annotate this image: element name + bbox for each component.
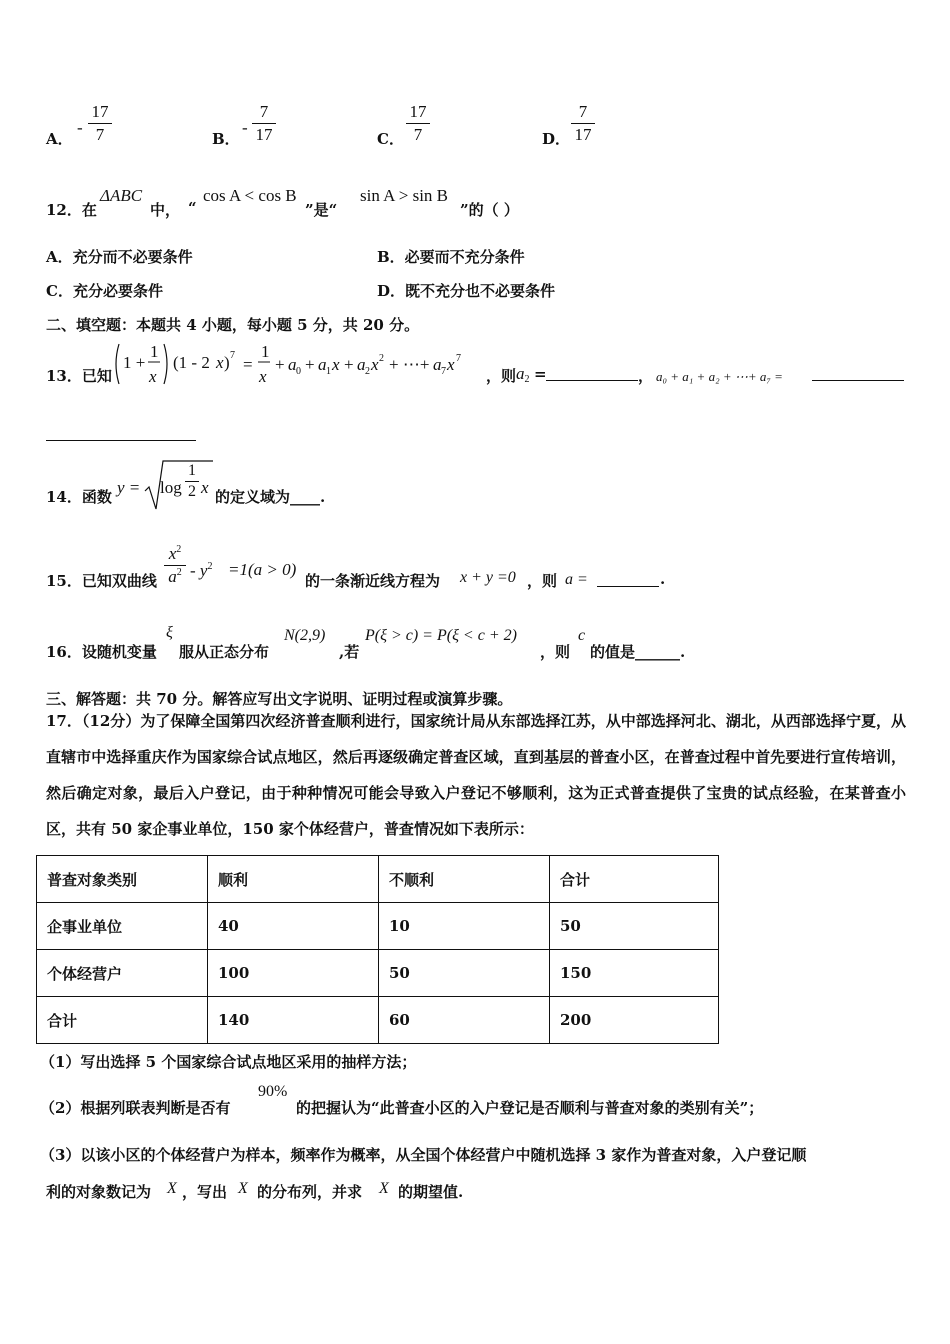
svg-text:+: + [305, 355, 315, 374]
q13-expression [113, 340, 498, 388]
table-cell: 个体经营户 [37, 950, 208, 997]
table-cell: 140 [208, 997, 379, 1044]
svg-text:1: 1 [326, 366, 331, 377]
q17-part-3-x3: X [379, 1180, 389, 1197]
svg-text:2: 2 [379, 353, 384, 364]
option-b-sign: - [242, 118, 248, 137]
q12-number: 12．在 [46, 201, 97, 219]
svg-text:1: 1 [150, 342, 159, 361]
table-header-cell: 普查对象类别 [37, 856, 208, 903]
q17-part-1: （1）写出选择 5 个国家综合试点地区采用的抽样方法； [40, 1053, 417, 1071]
table-cell: 150 [550, 950, 719, 997]
q17-part-3-d: 的期望值. [398, 1183, 464, 1201]
q13-blank-2-continued[interactable] [46, 428, 196, 441]
option-a-letter: A． [46, 130, 73, 148]
q13-then: ，则 [486, 367, 517, 385]
option-d-fraction: 7 17 [571, 102, 595, 145]
q15-fraction: $x^2$ $a^2$ [164, 544, 186, 587]
q16-c: c [578, 627, 586, 644]
q16-prob: P(ξ > c) = P(ξ < c + 2) [365, 627, 517, 644]
table-cell: 100 [208, 950, 379, 997]
svg-text:a: a [288, 355, 297, 374]
q16-xi: ξ [166, 624, 173, 641]
q12-tail: ”的（ ） [460, 201, 519, 219]
svg-text:7: 7 [441, 366, 446, 377]
q13-formula-graphic [113, 340, 498, 388]
q16-then: ，则 [540, 643, 571, 661]
q12-option-a: A．充分而不必要条件 [46, 248, 193, 266]
table-cell: 50 [379, 950, 550, 997]
table-row [37, 950, 719, 997]
q13-prefix: 13．已知 [46, 367, 112, 385]
q17-part-3-c: 的分布列，并求 [257, 1183, 363, 1201]
q15-asymptote: x + y =0 [460, 569, 516, 586]
option-d-letter: D． [542, 130, 571, 148]
table-row [37, 903, 719, 950]
q13-eq: = [534, 365, 547, 383]
q12-zhong: 中， [150, 201, 181, 219]
table-cell: 企事业单位 [37, 903, 208, 950]
q12-option-c: C．充分必要条件 [46, 282, 163, 300]
svg-text:0: 0 [296, 366, 301, 377]
q12-triangle: ΔABC [100, 186, 143, 205]
q15-then: ，则 [527, 572, 558, 590]
svg-text:1 +: 1 + [123, 353, 146, 372]
q16-ruo: ,若 [339, 643, 360, 661]
table-header-cell: 顺利 [208, 856, 379, 903]
option-b-letter: B． [212, 130, 240, 148]
svg-text:): ) [224, 353, 230, 372]
option-a-sign: - [77, 118, 83, 137]
q17-part-3-a: 利的对象数记为 [46, 1183, 152, 1201]
option-a-fraction: 17 7 [88, 102, 112, 145]
q17-part-3-x1: X [167, 1180, 177, 1197]
svg-text:a: a [433, 355, 442, 374]
q15-blank[interactable] [597, 572, 659, 587]
q17-part-3-line-1: （3）以该小区的个体经营户为样本，频率作为概率，从全国个体经营户中随机选择 3 家作为普查对象，入户登记顺 [40, 1146, 807, 1164]
q15-eq1: =1(a > 0) [228, 560, 297, 579]
table-row [37, 997, 719, 1044]
svg-text:+: + [344, 355, 354, 374]
option-b-fraction: 7 17 [252, 102, 276, 145]
q14-x: x [201, 478, 209, 497]
q17-part-3-b: ，写出 [182, 1183, 228, 1201]
svg-text:7: 7 [456, 353, 461, 364]
q15-prefix: 15．已知双曲线 [46, 572, 157, 590]
option-c-fraction: 17 7 [406, 102, 430, 145]
q17-text: 17．（12分）为了保障全国第四次经济普查顺利进行，国家统计局从东部选择江苏，从中部选择河北、湖北，从西部选择宁夏，从直辖市中选择重庆作为国家综合试点地区，然后再逐级确定普查区域，直到基层的普查小区，在普查过程中首先要进行宣传培训，然后确定对象，最后入户登记，由于种种情况可能会导致入户登记不够顺利，这为正式普查提供了宝贵的试点经验，在某普查小区，共有 50 家企事业单位，150 家个体经营户，普查情况如下表所示： [46, 712, 906, 838]
q14-y-eq: y = [117, 478, 141, 497]
q17-part-3-x2: X [238, 1180, 248, 1197]
q13-sum-expr: a₀ + a₁ + a₂ + ⋯+ a₇ = [656, 369, 783, 384]
table-cell: 10 [379, 903, 550, 950]
table-header-cell: 不顺利 [379, 856, 550, 903]
q15-mid: 的一条渐近线方程为 [305, 572, 441, 590]
q12-quote-open: “ [188, 199, 197, 217]
table-header-row [37, 856, 719, 903]
option-c-letter: C． [377, 130, 404, 148]
section-3-title: 三、解答题：共 70 分。解答应写出文字说明、证明过程或演算步骤。 [46, 690, 513, 708]
svg-text:x: x [447, 355, 455, 374]
svg-text:=: = [243, 355, 253, 374]
q12-option-b: B．必要而不充分条件 [377, 248, 525, 266]
survey-table [36, 855, 719, 1044]
table-cell: 200 [550, 997, 719, 1044]
svg-text:a: a [357, 355, 366, 374]
table-cell: 40 [208, 903, 379, 950]
q12-condition-1: cos A < cos B [203, 186, 297, 205]
svg-text:+ ⋯+: + ⋯+ [389, 355, 430, 374]
svg-text:+: + [275, 355, 285, 374]
q13-comma: ， [638, 367, 654, 385]
section-2-title: 二、填空题：本题共 4 小题，每小题 5 分，共 20 分。 [46, 316, 420, 334]
svg-text:2: 2 [365, 366, 370, 377]
svg-text:x: x [259, 367, 267, 386]
svg-text:(1 - 2: (1 - 2 [173, 353, 210, 372]
q16-normal: N(2,9) [284, 627, 326, 644]
q14-half: 1 2 [185, 462, 199, 501]
svg-text:7: 7 [230, 350, 235, 361]
table-cell: 50 [550, 903, 719, 950]
q14-prefix: 14．函数 [46, 488, 112, 506]
q12-option-d: D．既不充分也不必要条件 [377, 282, 556, 300]
q13-blank-1[interactable] [546, 366, 638, 381]
q17-part-2-post: 的把握认为“此普查小区的入户登记是否顺利与普查对象的类别有关”； [296, 1099, 764, 1117]
q17-part-2-pct: 90% [258, 1083, 288, 1100]
q16-suffix: 的值是______. [590, 643, 686, 661]
q13-blank-2[interactable] [812, 366, 904, 381]
q12-condition-2: sin A > sin B [360, 186, 449, 205]
q14-log: log [160, 478, 182, 497]
svg-text:x: x [216, 353, 224, 372]
svg-text:x: x [332, 355, 340, 374]
svg-text:1: 1 [261, 342, 270, 361]
q12-is: ”是“ [305, 201, 338, 219]
q15-a-eq: a = [565, 571, 588, 588]
q15-minus-y2: - $y^2$ [190, 561, 213, 580]
table-cell: 合计 [37, 997, 208, 1044]
q16-prefix: 16．设随机变量 [46, 643, 157, 661]
q16-dist: 服从正态分布 [179, 643, 270, 661]
svg-text:x: x [371, 355, 379, 374]
svg-text:a: a [318, 355, 327, 374]
q14-suffix: 的定义域为____. [215, 488, 326, 506]
q17-part-2-pre: （2）根据列联表判断是否有 [40, 1099, 231, 1117]
q13-a2: $a_2$ [516, 364, 530, 385]
q15-end: . [660, 570, 666, 588]
svg-text:x: x [149, 367, 157, 386]
table-cell: 60 [379, 997, 550, 1044]
table-header-cell: 合计 [550, 856, 719, 903]
